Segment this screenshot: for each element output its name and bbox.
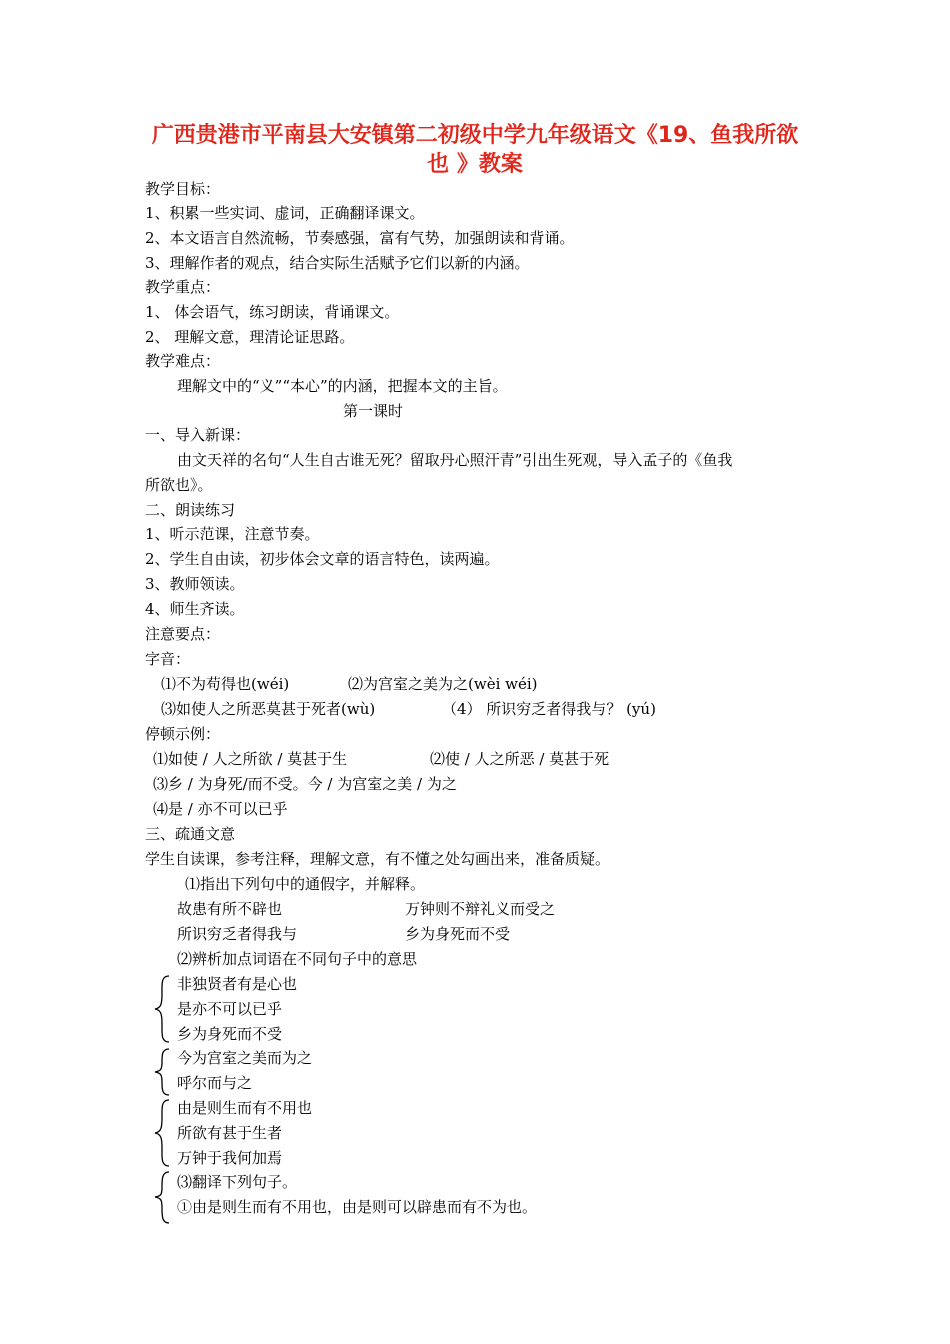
- section-1-text: 由文天祥的名句“人生自古谁无死？留取丹心照汗青”引出生死观，导入孟子的《鱼我: [177, 451, 733, 469]
- group-3-sentence: 万钟于我何加焉: [177, 1149, 283, 1167]
- curly-brace-icon: [153, 1170, 171, 1225]
- exercise-sentence: 乡为身死而不受: [405, 925, 511, 943]
- reading-item: 4、师生齐读。: [145, 600, 245, 618]
- pronunciation-item: （4） 所识穷乏者得我与？ (yú): [442, 700, 656, 718]
- notes-heading: 注意要点：: [145, 625, 221, 643]
- pause-item: ⑵使 / 人之所恶 / 莫甚于死: [430, 750, 610, 768]
- reading-item: 1、听示范课，注意节奏。: [145, 525, 320, 543]
- group-2-sentence: 呼尔而与之: [177, 1074, 253, 1092]
- curly-brace-icon: [153, 1098, 171, 1168]
- reading-item: 3、教师领读。: [145, 575, 245, 593]
- difficulties-text: 理解文中的“义”“本心”的内涵，把握本文的主旨。: [177, 377, 508, 395]
- group-3-sentence: 由是则生而有不用也: [177, 1099, 313, 1117]
- group-1-sentence: 非独贤者有是心也: [177, 975, 298, 993]
- curly-brace-icon: [153, 974, 171, 1044]
- question-2: ⑵辨析加点词语在不同句子中的意思: [177, 950, 418, 968]
- pronunciation-item: ⑵为宫室之美为之(wèi wéi): [348, 675, 538, 693]
- difficulties-heading: 教学难点：: [145, 352, 221, 370]
- question-3: ⑶翻译下列句子。: [177, 1173, 298, 1191]
- curly-brace-icon: [153, 1047, 171, 1097]
- section-3-heading: 三、疏通文意: [145, 825, 236, 843]
- group-2-sentence: 今为宫室之美而为之: [177, 1049, 313, 1067]
- exercise-sentence: 故患有所不辟也: [177, 900, 283, 918]
- pause-item: ⑴如使 / 人之所欲 / 莫甚于生: [153, 750, 348, 768]
- key-point-item: 2、 理解文意，理清论证思路。: [145, 328, 355, 346]
- group-1-sentence: 乡为身死而不受: [177, 1025, 283, 1043]
- key-points-heading: 教学重点：: [145, 278, 221, 296]
- objective-item: 2、本文语言自然流畅，节奏感强，富有气势，加强朗读和背诵。: [145, 229, 575, 247]
- question-1: ⑴指出下列句中的通假字，并解释。: [185, 875, 426, 893]
- pronunciation-item: ⑴不为苟得也(wéi): [161, 675, 290, 693]
- translation-item: ①由是则生而有不用也，由是则可以辟患而有不为也。: [177, 1198, 538, 1216]
- key-point-item: 1、 体会语气，练习朗读，背诵课文。: [145, 303, 400, 321]
- section-1-text: 所欲也》。: [145, 476, 213, 494]
- section-3-intro: 学生自读课，参考注释，理解文意，有不懂之处勾画出来，准备质疑。: [145, 850, 611, 868]
- lesson-label: 第一课时: [343, 402, 404, 420]
- exercise-sentence: 万钟则不辩礼义而受之: [405, 900, 556, 918]
- group-1-sentence: 是亦不可以已乎: [177, 1000, 283, 1018]
- section-1-heading: 一、导入新课：: [145, 426, 251, 444]
- objective-item: 1、积累一些实词、虚词，正确翻译课文。: [145, 204, 425, 222]
- objective-item: 3、理解作者的观点，结合实际生活赋予它们以新的内涵。: [145, 254, 530, 272]
- pronunciation-item: ⑶如使人之所恶莫甚于死者(wù): [161, 700, 376, 718]
- pause-item: ⑶乡 / 为身死/而不受。今 / 为宫室之美 / 为之: [153, 775, 457, 793]
- group-3-sentence: 所欲有甚于生者: [177, 1124, 283, 1142]
- pause-heading: 停顿示例：: [145, 725, 221, 743]
- reading-item: 2、学生自由读，初步体会文章的语言特色，读两遍。: [145, 550, 500, 568]
- exercise-sentence: 所识穷乏者得我与: [177, 925, 298, 943]
- objectives-heading: 教学目标：: [145, 180, 221, 198]
- pronunciation-heading: 字音：: [145, 650, 191, 668]
- document-title-line-2: 也 》教案: [427, 152, 523, 177]
- section-2-heading: 二、朗读练习: [145, 501, 236, 519]
- pause-item: ⑷是 / 亦不可以已乎: [153, 800, 288, 818]
- document-title-line-1: 广西贵港市平南县大安镇第二初级中学九年级语文《19、鱼我所欲: [151, 123, 799, 148]
